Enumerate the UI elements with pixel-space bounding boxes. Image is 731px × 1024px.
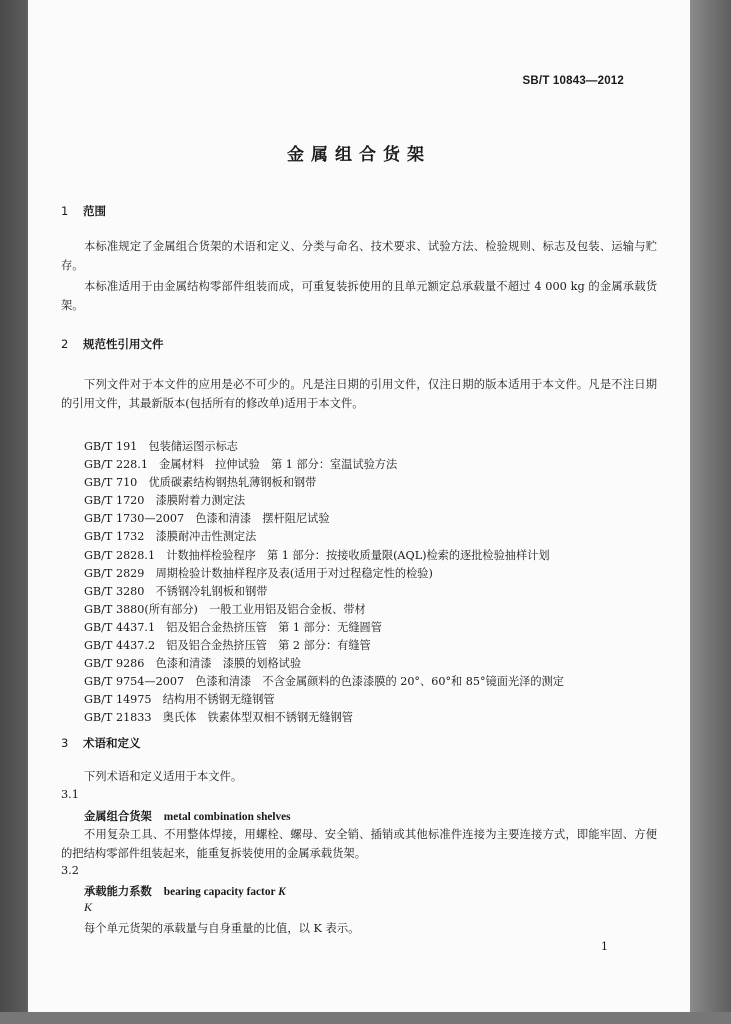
reference-item: GB/T 710 优质碳素结构钢热轧薄钢板和钢带 (84, 476, 317, 490)
document-page (28, 0, 690, 1012)
term-heading (84, 883, 286, 899)
section-title: 范围 (83, 204, 106, 218)
term-number: 3.1 (61, 788, 79, 801)
reference-item: GB/T 1732 漆膜耐冲击性测定法 (84, 530, 257, 544)
reference-item: GB/T 2829 周期检验计数抽样程序及表(适用于对过程稳定性的检验) (84, 566, 433, 580)
reference-item: GB/T 191 包装储运图示标志 (84, 440, 238, 453)
term-symbol: K (84, 900, 93, 914)
section-number: 3 (61, 736, 69, 750)
term-english (164, 886, 286, 898)
section-number: 1 (61, 204, 69, 218)
reference-item: GB/T 4437.2 铝及铝合金热挤压管 第 2 部分：有缝管 (84, 639, 371, 653)
document-title: 金属组合货架 (287, 145, 431, 165)
reference-item: GB/T 4437.1 铝及铝合金热挤压管 第 1 部分：无缝圆管 (84, 620, 382, 634)
section-1-paragraph-1: 本标准规定了金属组合货架的术语和定义、分类与命名、技术要求、试验方法、检验规则、标志及包装、运输与贮存。 (61, 240, 657, 272)
section-title: 规范性引用文件 (83, 337, 164, 351)
viewer-bottom-margin (0, 1012, 731, 1024)
section-3-intro: 下列术语和定义适用于本文件。 (84, 770, 243, 783)
term-english-text: bearing capacity factor (163, 886, 276, 898)
page-number: 1 (601, 940, 608, 953)
section-title: 术语和定义 (83, 736, 141, 750)
section-3-heading (61, 735, 141, 751)
term-definition: 不用复杂工具、不用整体焊接，用螺栓、螺母、安全销、插销或其他标准件连接为主要连接方式，即能牢固、方便的把结构零部件组装起来，能重复拆装使用的金属承载货架。 (61, 828, 657, 860)
section-2-intro: 下列文件对于本文件的应用是必不可少的。凡是注日期的引用文件，仅注日期的版本适用于本文件。凡是不注日期的引用文件，其最新版本(包括所有的修改单)适用于本文件。 (61, 378, 657, 410)
viewer-right-margin (690, 0, 731, 1024)
reference-item: GB/T 9754—2007 色漆和清漆 不含金属颜料的色漆漆膜的 20°、60°和 85°镜面光泽的测定 (84, 675, 564, 689)
section-2-heading (61, 336, 164, 352)
reference-item: GB/T 3280 不锈钢冷轧钢板和钢带 (84, 584, 268, 598)
standard-code: SB/T 10843—2012 (522, 75, 624, 87)
reference-item: GB/T 14975 结构用不锈钢无缝钢管 (84, 693, 275, 707)
section-number: 2 (61, 337, 69, 351)
term-english-symbol: K (278, 886, 286, 898)
reference-item: GB/T 2828.1 计数抽样检验程序 第 1 部分：按接收质量限(AQL)检索的逐批检验抽样计划 (84, 548, 550, 562)
term-definition: 每个单元货架的承载量与自身重量的比值，以 K 表示。 (84, 922, 360, 935)
term-chinese: 承载能力系数 (84, 885, 152, 898)
reference-list (84, 438, 564, 728)
section-1-heading (61, 203, 106, 219)
term-chinese: 金属组合货架 (84, 810, 152, 823)
reference-item: GB/T 1730—2007 色漆和清漆 摆杆阻尼试验 (84, 512, 330, 526)
reference-item: GB/T 9286 色漆和清漆 漆膜的划格试验 (84, 657, 302, 671)
term-heading (84, 808, 291, 824)
reference-item: GB/T 1720 漆膜附着力测定法 (84, 494, 246, 508)
term-english: metal combination shelves (163, 811, 291, 823)
term-number: 3.2 (61, 864, 79, 877)
reference-item: GB/T 228.1 金属材料 拉伸试验 第 1 部分：室温试验方法 (84, 458, 398, 472)
reference-item: GB/T 3880(所有部分) 一般工业用铝及铝合金板、带材 (84, 602, 366, 616)
reference-item: GB/T 21833 奥氏体 铁素体型双相不锈钢无缝钢管 (84, 711, 353, 725)
section-1-paragraph-2: 本标准适用于由金属结构零部件组装而成，可重复装拆使用的且单元额定总承载量不超过 4 000 kg 的金属承载货架。 (61, 280, 657, 312)
